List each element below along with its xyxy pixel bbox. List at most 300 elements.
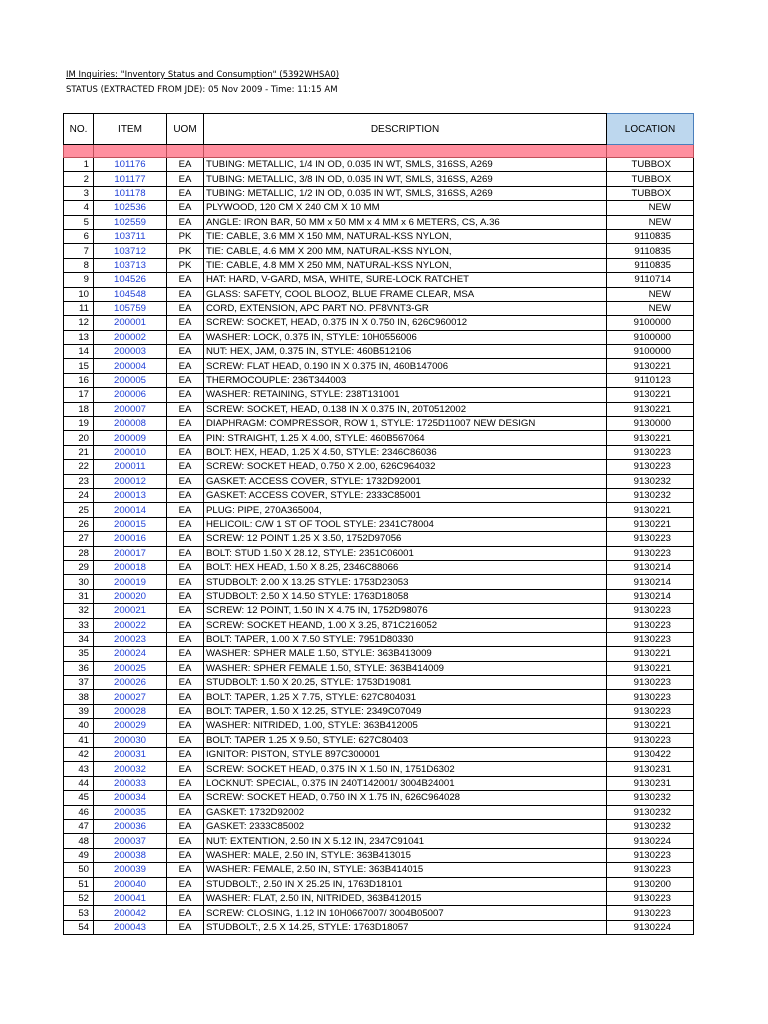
location-cell: 9130232 <box>607 474 694 488</box>
item-code-link[interactable]: 200040 <box>94 877 167 891</box>
table-row <box>64 503 694 517</box>
table-row <box>64 863 694 877</box>
row-number: 43 <box>64 762 94 776</box>
location-cell: NEW <box>607 301 694 315</box>
item-code-link[interactable]: 105759 <box>94 301 167 315</box>
table-row <box>64 762 694 776</box>
description-cell: BOLT: TAPER, 1.00 X 7.50 STYLE: 7951D80330 <box>204 632 607 646</box>
filter-cell <box>64 145 94 158</box>
location-cell: 9130221 <box>607 431 694 445</box>
row-number: 15 <box>64 359 94 373</box>
table-row <box>64 704 694 718</box>
table-row <box>64 647 694 661</box>
uom-cell: EA <box>167 661 204 675</box>
location-cell: 9100000 <box>607 330 694 344</box>
description-cell: TUBING: METALLIC, 3/8 IN OD, 0.035 IN WT, SMLS, 316SS, A269 <box>204 172 607 186</box>
uom-cell: EA <box>167 891 204 905</box>
item-code-link[interactable]: 101177 <box>94 172 167 186</box>
location-cell: 9130214 <box>607 575 694 589</box>
row-number: 27 <box>64 532 94 546</box>
table-row <box>64 748 694 762</box>
description-cell: ANGLE: IRON BAR, 50 MM x 50 MM x 4 MM x 6 METERS, CS, A.36 <box>204 215 607 229</box>
item-code-link[interactable]: 103713 <box>94 258 167 272</box>
description-cell: STUDBOLT: 2.00 X 13.25 STYLE: 1753D23053 <box>204 575 607 589</box>
row-number: 14 <box>64 345 94 359</box>
location-cell: 9110835 <box>607 244 694 258</box>
column-header-item: ITEM <box>94 114 167 145</box>
description-cell: PLUG: PIPE, 270A365004, <box>204 503 607 517</box>
description-cell: TIE: CABLE, 4.8 MM X 250 MM, NATURAL-KSS NYLON, <box>204 258 607 272</box>
item-code-link[interactable]: 200014 <box>94 503 167 517</box>
uom-cell: EA <box>167 503 204 517</box>
uom-cell: EA <box>167 186 204 200</box>
item-code-link[interactable]: 200010 <box>94 445 167 459</box>
table-row <box>64 488 694 502</box>
column-header-location[interactable]: LOCATION <box>607 114 694 145</box>
uom-cell: EA <box>167 402 204 416</box>
location-cell: 9130232 <box>607 488 694 502</box>
uom-cell: EA <box>167 834 204 848</box>
location-cell: 9130224 <box>607 920 694 934</box>
location-cell: 9130221 <box>607 647 694 661</box>
description-cell: CORD, EXTENSION, APC PART NO. PF8VNT3-GR <box>204 301 607 315</box>
location-cell: 9130223 <box>607 848 694 862</box>
description-cell: GLASS: SAFETY, COOL BLOOZ, BLUE FRAME CLEAR, MSA <box>204 287 607 301</box>
description-cell: GASKET: 1732D92002 <box>204 805 607 819</box>
table-row <box>64 920 694 934</box>
location-cell: TUBBOX <box>607 172 694 186</box>
uom-cell: EA <box>167 863 204 877</box>
row-number: 8 <box>64 258 94 272</box>
table-row <box>64 834 694 848</box>
item-code-link[interactable]: 200033 <box>94 776 167 790</box>
description-cell: NUT: HEX, JAM, 0.375 IN, STYLE: 460B512106 <box>204 345 607 359</box>
location-cell: 9130223 <box>607 733 694 747</box>
uom-cell: EA <box>167 819 204 833</box>
row-number: 40 <box>64 719 94 733</box>
table-row <box>64 819 694 833</box>
table-row <box>64 229 694 243</box>
table-row <box>64 215 694 229</box>
description-cell: IGNITOR: PISTON, STYLE 897C300001 <box>204 748 607 762</box>
row-number: 42 <box>64 748 94 762</box>
item-code-link[interactable]: 200034 <box>94 791 167 805</box>
row-number: 36 <box>64 661 94 675</box>
filter-cell <box>94 145 167 158</box>
filter-cell <box>167 145 204 158</box>
location-cell: 9130221 <box>607 359 694 373</box>
location-cell: 9130221 <box>607 661 694 675</box>
row-number: 51 <box>64 877 94 891</box>
location-cell: 9130223 <box>607 863 694 877</box>
description-cell: WASHER: LOCK, 0.375 IN, STYLE: 10H0556006 <box>204 330 607 344</box>
location-cell: TUBBOX <box>607 158 694 172</box>
table-row <box>64 661 694 675</box>
location-cell: 9130232 <box>607 805 694 819</box>
row-number: 50 <box>64 863 94 877</box>
report-status: STATUS (EXTRACTED FROM JDE): 05 Nov 2009 - Time: 11:15 AM <box>66 85 338 95</box>
item-code-link[interactable]: 200032 <box>94 762 167 776</box>
table-row <box>64 474 694 488</box>
table-row <box>64 906 694 920</box>
item-code-link[interactable]: 200013 <box>94 488 167 502</box>
location-cell: NEW <box>607 215 694 229</box>
row-number: 30 <box>64 575 94 589</box>
row-number: 4 <box>64 201 94 215</box>
table-row <box>64 618 694 632</box>
item-code-link[interactable]: 200031 <box>94 748 167 762</box>
uom-cell: EA <box>167 546 204 560</box>
location-cell: 9110714 <box>607 273 694 287</box>
row-number: 53 <box>64 906 94 920</box>
description-cell: WASHER: FLAT, 2.50 IN, NITRIDED, 363B412015 <box>204 891 607 905</box>
table-row <box>64 791 694 805</box>
location-cell: 9130223 <box>607 906 694 920</box>
item-code-link[interactable]: 200030 <box>94 733 167 747</box>
column-header-description: DESCRIPTION <box>204 114 607 145</box>
location-cell: 9130223 <box>607 532 694 546</box>
table-body <box>64 158 694 935</box>
description-cell: BOLT: STUD 1.50 X 28.12, STYLE: 2351C06001 <box>204 546 607 560</box>
item-code-link[interactable]: 200002 <box>94 330 167 344</box>
uom-cell: EA <box>167 172 204 186</box>
description-cell: LOCKNUT: SPECIAL, 0.375 IN 240T142001/ 3004B24001 <box>204 776 607 790</box>
row-number: 23 <box>64 474 94 488</box>
description-cell: NUT: EXTENTION, 2.50 IN X 5.12 IN, 2347C91041 <box>204 834 607 848</box>
row-number: 48 <box>64 834 94 848</box>
row-number: 28 <box>64 546 94 560</box>
table-row <box>64 546 694 560</box>
item-code-link[interactable]: 200039 <box>94 863 167 877</box>
table-row <box>64 273 694 287</box>
item-code-link[interactable]: 200023 <box>94 632 167 646</box>
row-number: 6 <box>64 229 94 243</box>
location-cell: 9130221 <box>607 517 694 531</box>
item-code-link[interactable]: 103712 <box>94 244 167 258</box>
description-cell: SCREW: SOCKET HEAND, 1.00 X 3.25, 871C216052 <box>204 618 607 632</box>
uom-cell: EA <box>167 632 204 646</box>
row-number: 7 <box>64 244 94 258</box>
item-code-link[interactable]: 200004 <box>94 359 167 373</box>
uom-cell: PK <box>167 229 204 243</box>
item-code-link[interactable]: 104548 <box>94 287 167 301</box>
row-number: 22 <box>64 460 94 474</box>
row-number: 1 <box>64 158 94 172</box>
uom-cell: EA <box>167 287 204 301</box>
location-cell: 9130221 <box>607 719 694 733</box>
table-header-row <box>64 114 694 145</box>
table-row <box>64 632 694 646</box>
row-number: 39 <box>64 704 94 718</box>
item-code-link[interactable]: 200016 <box>94 532 167 546</box>
item-code-link[interactable]: 101178 <box>94 186 167 200</box>
item-code-link[interactable]: 101176 <box>94 158 167 172</box>
uom-cell: EA <box>167 791 204 805</box>
table-row <box>64 776 694 790</box>
table-row <box>64 373 694 387</box>
uom-cell: EA <box>167 158 204 172</box>
row-number: 49 <box>64 848 94 862</box>
item-code-link[interactable]: 200027 <box>94 690 167 704</box>
row-number: 3 <box>64 186 94 200</box>
item-code-link[interactable]: 104526 <box>94 273 167 287</box>
location-cell: 9130223 <box>607 460 694 474</box>
item-code-link[interactable]: 200001 <box>94 316 167 330</box>
row-number: 52 <box>64 891 94 905</box>
item-code-link[interactable]: 200008 <box>94 417 167 431</box>
table-row <box>64 877 694 891</box>
table-row <box>64 560 694 574</box>
item-code-link[interactable]: 200018 <box>94 560 167 574</box>
uom-cell: EA <box>167 906 204 920</box>
uom-cell: EA <box>167 488 204 502</box>
column-header-uom: UOM <box>167 114 204 145</box>
row-number: 19 <box>64 417 94 431</box>
description-cell: STUDBOLT:, 2.5 X 14.25, STYLE: 1763D18057 <box>204 920 607 934</box>
item-code-link[interactable]: 200024 <box>94 647 167 661</box>
row-number: 32 <box>64 604 94 618</box>
row-number: 9 <box>64 273 94 287</box>
row-number: 29 <box>64 560 94 574</box>
row-number: 35 <box>64 647 94 661</box>
item-code-link[interactable]: 200006 <box>94 388 167 402</box>
row-number: 38 <box>64 690 94 704</box>
uom-cell: EA <box>167 805 204 819</box>
uom-cell: EA <box>167 748 204 762</box>
table-row <box>64 690 694 704</box>
row-number: 37 <box>64 676 94 690</box>
table-row <box>64 532 694 546</box>
description-cell: SCREW: SOCKET HEAD, 0.750 X 2.00, 626C964032 <box>204 460 607 474</box>
location-cell: 9130214 <box>607 560 694 574</box>
row-number: 24 <box>64 488 94 502</box>
table-row <box>64 402 694 416</box>
item-code-link[interactable]: 200012 <box>94 474 167 488</box>
uom-cell: EA <box>167 877 204 891</box>
uom-cell: EA <box>167 388 204 402</box>
description-cell: TIE: CABLE, 3.6 MM X 150 MM, NATURAL-KSS NYLON, <box>204 229 607 243</box>
description-cell: SCREW: 12 POINT 1.25 X 3.50, 1752D97056 <box>204 532 607 546</box>
table-row <box>64 460 694 474</box>
description-cell: PIN: STRAIGHT, 1.25 X 4.00, STYLE: 460B567064 <box>204 431 607 445</box>
item-code-link[interactable]: 200042 <box>94 906 167 920</box>
location-cell: 9110123 <box>607 373 694 387</box>
table-row <box>64 316 694 330</box>
item-code-link[interactable]: 200026 <box>94 676 167 690</box>
item-code-link[interactable]: 200025 <box>94 661 167 675</box>
row-number: 33 <box>64 618 94 632</box>
description-cell: STUDBOLT: 1.50 X 20.25, STYLE: 1753D19081 <box>204 676 607 690</box>
location-cell: 9130000 <box>607 417 694 431</box>
uom-cell: EA <box>167 445 204 459</box>
uom-cell: EA <box>167 920 204 934</box>
description-cell: SCREW: SOCKET, HEAD, 0.138 IN X 0.375 IN, 20T0512002 <box>204 402 607 416</box>
uom-cell: EA <box>167 431 204 445</box>
table-row <box>64 445 694 459</box>
uom-cell: EA <box>167 373 204 387</box>
description-cell: SCREW: 12 POINT, 1.50 IN X 4.75 IN, 1752D98076 <box>204 604 607 618</box>
description-cell: BOLT: HEX HEAD, 1.50 X 8.25, 2346C88066 <box>204 560 607 574</box>
row-number: 25 <box>64 503 94 517</box>
item-code-link[interactable]: 102536 <box>94 201 167 215</box>
row-number: 11 <box>64 301 94 315</box>
table-row <box>64 891 694 905</box>
filter-cell <box>204 145 607 158</box>
location-cell: 9130231 <box>607 762 694 776</box>
table-row <box>64 589 694 603</box>
uom-cell: EA <box>167 676 204 690</box>
uom-cell: EA <box>167 589 204 603</box>
uom-cell: EA <box>167 474 204 488</box>
uom-cell: EA <box>167 532 204 546</box>
description-cell: WASHER: RETAINING, STYLE: 238T131001 <box>204 388 607 402</box>
item-code-link[interactable]: 200015 <box>94 517 167 531</box>
table-row <box>64 575 694 589</box>
item-code-link[interactable]: 102559 <box>94 215 167 229</box>
item-code-link[interactable]: 200019 <box>94 575 167 589</box>
item-code-link[interactable]: 200017 <box>94 546 167 560</box>
row-number: 17 <box>64 388 94 402</box>
item-code-link[interactable]: 200028 <box>94 704 167 718</box>
table-row <box>64 158 694 172</box>
row-number: 31 <box>64 589 94 603</box>
row-number: 46 <box>64 805 94 819</box>
description-cell: BOLT: TAPER, 1.50 X 12.25, STYLE: 2349C07049 <box>204 704 607 718</box>
table-row <box>64 604 694 618</box>
description-cell: TUBING: METALLIC, 1/4 IN OD, 0.035 IN WT, SMLS, 316SS, A269 <box>204 158 607 172</box>
location-cell: 9130422 <box>607 748 694 762</box>
location-cell: 9130221 <box>607 388 694 402</box>
description-cell: BOLT: HEX, HEAD, 1.25 X 4.50, STYLE: 2346C86036 <box>204 445 607 459</box>
row-number: 18 <box>64 402 94 416</box>
table-row <box>64 201 694 215</box>
uom-cell: EA <box>167 733 204 747</box>
uom-cell: EA <box>167 359 204 373</box>
uom-cell: EA <box>167 776 204 790</box>
row-number: 5 <box>64 215 94 229</box>
uom-cell: EA <box>167 201 204 215</box>
row-number: 12 <box>64 316 94 330</box>
uom-cell: PK <box>167 258 204 272</box>
location-cell: 9110835 <box>607 258 694 272</box>
description-cell: STUDBOLT: 2.50 X 14.50 STYLE: 1763D18058 <box>204 589 607 603</box>
row-number: 54 <box>64 920 94 934</box>
item-code-link[interactable]: 200011 <box>94 460 167 474</box>
row-number: 2 <box>64 172 94 186</box>
uom-cell: EA <box>167 762 204 776</box>
description-cell: TIE: CABLE, 4.6 MM X 200 MM, NATURAL-KSS NYLON, <box>204 244 607 258</box>
description-cell: SCREW: SOCKET HEAD, 0.750 IN X 1.75 IN, 626C964028 <box>204 791 607 805</box>
table-row <box>64 805 694 819</box>
item-code-link[interactable]: 200021 <box>94 604 167 618</box>
table-row <box>64 330 694 344</box>
description-cell: GASKET: ACCESS COVER, STYLE: 2333C85001 <box>204 488 607 502</box>
uom-cell: EA <box>167 604 204 618</box>
uom-cell: EA <box>167 575 204 589</box>
table-row <box>64 417 694 431</box>
item-code-link[interactable]: 200038 <box>94 848 167 862</box>
row-number: 34 <box>64 632 94 646</box>
table-row <box>64 172 694 186</box>
table-row <box>64 388 694 402</box>
item-code-link[interactable]: 103711 <box>94 229 167 243</box>
description-cell: GASKET: 2333C85002 <box>204 819 607 833</box>
description-cell: BOLT: TAPER, 1.25 X 7.75, STYLE: 627C804031 <box>204 690 607 704</box>
item-code-link[interactable]: 200043 <box>94 920 167 934</box>
item-code-link[interactable]: 200036 <box>94 819 167 833</box>
uom-cell: EA <box>167 215 204 229</box>
location-cell: 9130231 <box>607 776 694 790</box>
uom-cell: EA <box>167 330 204 344</box>
description-cell: GASKET: ACCESS COVER, STYLE: 1732D92001 <box>204 474 607 488</box>
description-cell: THERMOCOUPLE: 236T344003 <box>204 373 607 387</box>
filter-cell <box>607 145 694 158</box>
table-row <box>64 517 694 531</box>
location-cell: 9130232 <box>607 819 694 833</box>
description-cell: STUDBOLT:, 2.50 IN X 25.25 IN, 1763D18101 <box>204 877 607 891</box>
uom-cell: EA <box>167 690 204 704</box>
report-title: IM Inquiries: "Inventory Status and Consumption" (5392WHSA0) <box>66 70 340 80</box>
location-cell: 9130223 <box>607 618 694 632</box>
table-row <box>64 359 694 373</box>
location-cell: 9130224 <box>607 834 694 848</box>
item-code-link[interactable]: 200009 <box>94 431 167 445</box>
location-cell: 9130221 <box>607 402 694 416</box>
uom-cell: EA <box>167 618 204 632</box>
table-row <box>64 301 694 315</box>
uom-cell: EA <box>167 273 204 287</box>
table-row <box>64 719 694 733</box>
location-cell: 9130223 <box>607 604 694 618</box>
item-code-link[interactable]: 200041 <box>94 891 167 905</box>
location-cell: 9130223 <box>607 690 694 704</box>
location-cell: 9100000 <box>607 345 694 359</box>
table-row <box>64 431 694 445</box>
item-code-link[interactable]: 200005 <box>94 373 167 387</box>
location-cell: 9130223 <box>607 632 694 646</box>
uom-cell: EA <box>167 301 204 315</box>
table-row <box>64 186 694 200</box>
item-code-link[interactable]: 200007 <box>94 402 167 416</box>
location-cell: TUBBOX <box>607 186 694 200</box>
item-code-link[interactable]: 200003 <box>94 345 167 359</box>
table-row <box>64 676 694 690</box>
item-code-link[interactable]: 200029 <box>94 719 167 733</box>
row-number: 44 <box>64 776 94 790</box>
location-cell: 9130223 <box>607 445 694 459</box>
row-number: 45 <box>64 791 94 805</box>
table-row <box>64 733 694 747</box>
row-number: 10 <box>64 287 94 301</box>
item-code-link[interactable]: 200020 <box>94 589 167 603</box>
description-cell: HELICOIL: C/W 1 ST OF TOOL STYLE: 2341C78004 <box>204 517 607 531</box>
description-cell: SCREW: SOCKET HEAD, 0.375 IN X 1.50 IN, 1751D6302 <box>204 762 607 776</box>
description-cell: WASHER: NITRIDED, 1.00, STYLE: 363B412005 <box>204 719 607 733</box>
uom-cell: EA <box>167 417 204 431</box>
uom-cell: EA <box>167 647 204 661</box>
uom-cell: EA <box>167 316 204 330</box>
item-code-link[interactable]: 200022 <box>94 618 167 632</box>
row-number: 47 <box>64 819 94 833</box>
uom-cell: PK <box>167 244 204 258</box>
description-cell: HAT: HARD, V-GARD, MSA, WHITE, SURE-LOCK RATCHET <box>204 273 607 287</box>
description-cell: BOLT: TAPER 1.25 X 9.50, STYLE: 627C80403 <box>204 733 607 747</box>
item-code-link[interactable]: 200035 <box>94 805 167 819</box>
description-cell: SCREW: CLOSING, 1.12 IN 10H0667007/ 3004B05007 <box>204 906 607 920</box>
location-cell: 9130221 <box>607 503 694 517</box>
description-cell: PLYWOOD, 120 CM X 240 CM X 10 MM <box>204 201 607 215</box>
item-code-link[interactable]: 200037 <box>94 834 167 848</box>
